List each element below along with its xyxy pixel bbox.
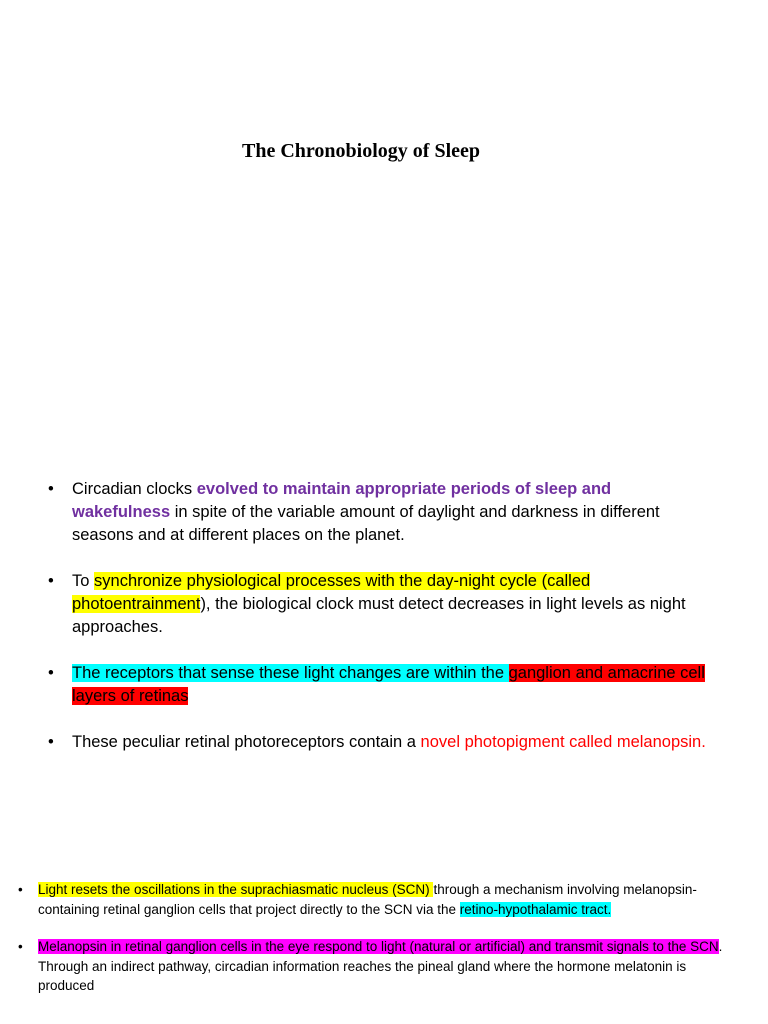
text-span: through a mechanism involving melanopsin-containing retinal ganglion cells that project directly to the SCN via the (38, 882, 697, 917)
emphasis-text: evolved to maintain appropriate periods of sleep and wakefulness (72, 480, 612, 521)
highlighted-text: retino-hypothalamic tract. (459, 901, 612, 917)
text-span: . Through an indirect pathway, circadian information reaches the pineal gland where the hormone melatonin is produced (38, 939, 723, 993)
list-item (48, 662, 708, 708)
text-span: To (72, 572, 95, 590)
document-title: The Chronobiology of Sleep (242, 140, 480, 162)
highlighted-text: Melanopsin in retinal ganglion cells in the eye respond to light (natural or artificial) and transmit signals to the SCN (38, 939, 719, 954)
highlighted-text: The receptors that sense these light changes are within the (72, 664, 509, 682)
highlighted-text: Light resets the oscillations in the suprachiasmatic nucleus (SCN) (38, 882, 434, 897)
text-span: These peculiar retinal photoreceptors contain a (72, 733, 421, 751)
bullet-icon: • (48, 664, 54, 682)
list-item (18, 880, 730, 919)
bullet-icon: • (18, 882, 23, 897)
highlighted-text: synchronize physiological processes with the day-night cycle (called photoentrainment (72, 572, 591, 613)
secondary-bullet-list (18, 880, 730, 1014)
bullet-icon: • (48, 480, 54, 498)
list-item (48, 731, 708, 754)
main-bullet-list (48, 478, 708, 777)
list-item (18, 937, 730, 996)
highlighted-text: ganglion and amacrine cell layers of retinas (72, 664, 705, 705)
red-text: novel photopigment called melanopsin. (420, 733, 706, 751)
text-span: ), the biological clock must detect decreases in light levels as night approaches. (72, 595, 686, 636)
bullet-icon: • (48, 572, 54, 590)
text-span: in spite of the variable amount of daylight and darkness in different seasons and at different places on the planet. (72, 503, 660, 544)
list-item (48, 570, 708, 639)
text-span: Circadian clocks (72, 480, 197, 498)
list-item (48, 478, 708, 547)
bullet-icon: • (18, 939, 23, 954)
bullet-icon: • (48, 733, 54, 751)
